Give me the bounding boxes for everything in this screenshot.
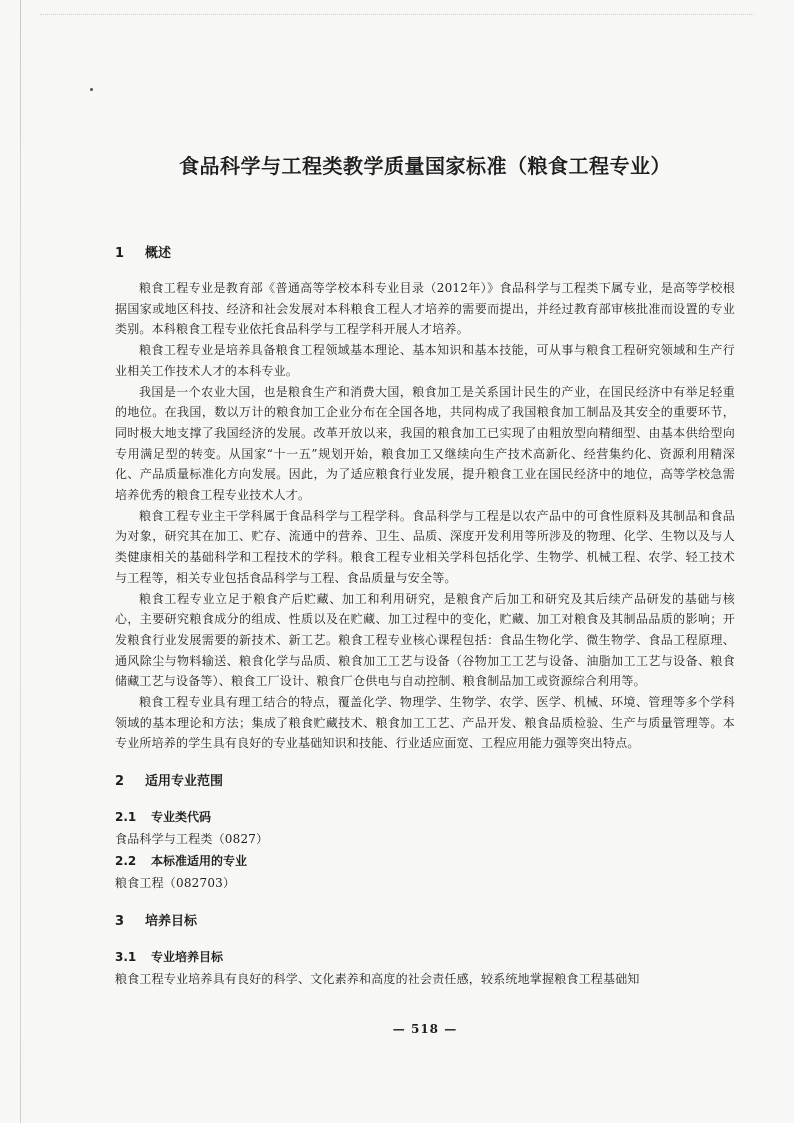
scan-speck [90,88,93,91]
subsection-number: 2.2 [115,854,137,869]
section-heading-3 [115,908,735,936]
paragraph: 粮食工程专业立足于粮食产后贮藏、加工和利用研究，是粮食产后加工和研究及其后续产品研发的基础与核心，主要研究粮食成分的组成、性质以及在贮藏、加工过程中的变化，贮藏、加工对粮食及其制品品质的影响；开发粮食行业发展需要的新技术、新工艺。粮食工程专业核心课程包括：食品生物化学、微生物学、食品工程原理、通风除尘与物料输送、粮食化学与品质、粮食加工工艺与设备（谷物加工工艺与设备、油脂加工工艺与设备、粮食储藏工艺与设备等）、粮食工厂设计、粮食厂仓供电与自动控制、粮食制品加工或资源综合利用等。 [115,591,735,689]
subsection-text: 粮食工程专业培养具有良好的科学、文化素养和高度的社会责任感，较系统地掌握粮食工程基础知 [115,972,640,987]
subsection-heading-2-2 [115,850,735,872]
subsection-title: 本标准适用的专业 [151,854,248,869]
paragraph: 粮食工程专业具有理工结合的特点，覆盖化学、物理学、生物学、农学、医学、机械、环境、管理等多个学科领域的基本理论和方法；集成了粮食贮藏技术、粮食加工工艺、产品开发、粮食品质检验、生产与质量管理等。本专业所培养的学生具有良好的专业基础知识和技能、行业适应面宽、工程应用能力强等突出特点。 [115,695,735,751]
paragraph: 粮食工程专业主干学科属于食品科学与工程学科。食品科学与工程是以农产品中的可食性原料及其制品和食品为对象，研究其在加工、贮存、流通中的营养、卫生、品质、深度开发利用等所涉及的物理、化学、生物以及与人类健康相关的基础科学和工程技术的学科。粮食工程专业相关学科包括化学、生物学、机械工程、农学、轻工技术与工程等，相关专业包括食品科学与工程、食品质量与安全等。 [115,508,735,585]
subsection-text: 粮食工程（082703） [115,876,236,891]
subsection-heading-3-1 [115,946,735,968]
subsection-heading-2-1 [115,806,735,828]
subsection-title: 专业类代码 [151,810,212,825]
section-title: 培养目标 [145,914,198,930]
paragraph: 粮食工程专业是教育部《普通高等学校本科专业目录（2012年）》食品科学与工程类下属专业，是高等学校根据国家或地区科技、经济和社会发展对本科粮食工程人才培养的需要而提出，并经过教育部审核批准而设置的专业类别。本科粮食工程专业依托食品科学与工程学科开展人才培养。 [115,281,735,337]
subsection-title: 专业培养目标 [151,950,224,965]
document-body [115,240,735,990]
page-number: — 518 — [392,1022,458,1036]
subsection-number: 2.1 [115,810,137,825]
section-number: 2 [115,774,125,790]
section-title: 概述 [145,246,172,261]
scan-edge [20,0,21,1123]
scan-top-noise [40,14,754,19]
section-title: 适用专业范围 [145,774,224,790]
subsection-number: 3.1 [115,950,137,965]
document-title: 食品科学与工程类教学质量国家标准（粮食工程专业） [179,154,671,178]
subsection-text: 食品科学与工程类（0827） [115,832,269,847]
section-heading-2 [115,768,735,796]
paragraph: 我国是一个农业大国，也是粮食生产和消费大国，粮食加工是关系国计民生的产业，在国民经济中有举足轻重的地位。在我国，数以万计的粮食加工企业分布在全国各地，共同构成了我国粮食加工制品及其安全的重要环节，同时极大地支撑了我国经济的发展。改革开放以来，我国的粮食加工已实现了由粗放型向精细型、由基本供给型向专用满足型的转变。从国家“十一五”规划开始，粮食加工又继续向生产技术高新化、经营集约化、资源利用精深化、产品质量标准化方向发展。因此，为了适应粮食行业发展，提升粮食工业在国民经济中的地位，高等学校急需培养优秀的粮食工程专业技术人才。 [115,384,735,503]
section-number: 3 [115,914,125,930]
section-number: 1 [115,246,125,261]
paragraph: 粮食工程专业是培养具备粮食工程领域基本理论、基本知识和基本技能，可从事与粮食工程研究领域和生产行业相关工作技术人才的本科专业。 [115,343,735,378]
section-heading-1 [115,240,735,268]
